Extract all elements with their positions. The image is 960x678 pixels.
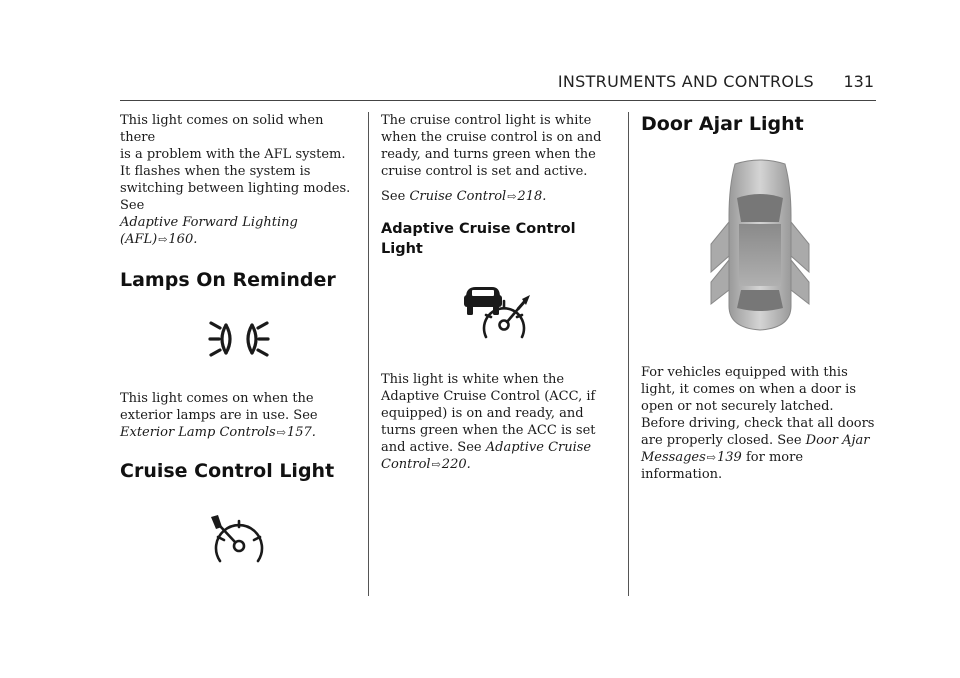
acc-page-ref[interactable]: 220. bbox=[441, 457, 471, 472]
cruise-control-link[interactable]: Cruise Control bbox=[409, 189, 507, 204]
door-ajar-icon bbox=[705, 156, 815, 336]
acc-link[interactable]: Adaptive Cruise Control bbox=[381, 440, 592, 472]
column-divider-2 bbox=[628, 112, 629, 596]
afl-paragraph: This light comes on solid when there is a problem with the AFL system. It flashes when the system is switching between lighting modes. See Adaptive Forward Lighting (AFL)⇨160. bbox=[120, 113, 351, 247]
cruise-control-icon bbox=[206, 513, 272, 569]
page-ref-arrow-icon: ⇨ bbox=[158, 233, 168, 246]
page-ref-arrow-icon: ⇨ bbox=[276, 426, 286, 439]
door-ajar-page-ref[interactable]: 139 bbox=[717, 450, 742, 465]
page-number: 131 bbox=[843, 72, 874, 91]
afl-page-ref[interactable]: 160. bbox=[168, 232, 198, 247]
cruise-control-paragraph: The cruise control light is white when the cruise control is on and ready, and turns green when the cruise control is set and active. bbox=[381, 113, 602, 179]
column-1 bbox=[120, 112, 358, 569]
lamps-on-icon bbox=[204, 316, 274, 362]
acc-heading: Adaptive Cruise Control Light bbox=[381, 221, 576, 257]
page-header bbox=[120, 70, 876, 101]
door-ajar-messages-link[interactable]: Door Ajar Messages bbox=[641, 433, 870, 465]
adaptive-cruise-icon bbox=[460, 281, 540, 341]
exterior-lamp-page-ref[interactable]: 157. bbox=[286, 425, 316, 440]
lamps-on-heading: Lamps On Reminder bbox=[120, 269, 336, 291]
door-ajar-paragraph: For vehicles equipped with this light, it comes on when a door is open or not securely latched. Before driving, check that all doors are properly closed. See Door Ajar Messages⇨139 for more information. bbox=[641, 365, 875, 482]
column-divider-1 bbox=[368, 112, 369, 596]
page-ref-arrow-icon: ⇨ bbox=[431, 458, 441, 471]
cruise-see-paragraph: See Cruise Control⇨218. bbox=[381, 189, 547, 204]
column-3 bbox=[641, 112, 879, 483]
acc-paragraph: This light is white when the Adaptive Cruise Control (ACC, if equipped) is on and ready, and turns green when the ACC is set and active. See Adaptive Cruise Control⇨220. bbox=[381, 372, 596, 472]
column-2 bbox=[381, 112, 619, 473]
exterior-lamp-link[interactable]: Exterior Lamp Controls bbox=[120, 425, 276, 440]
door-ajar-heading: Door Ajar Light bbox=[641, 113, 804, 135]
page-ref-arrow-icon: ⇨ bbox=[507, 190, 517, 203]
lamps-on-paragraph: This light comes on when the exterior lamps are in use. See Exterior Lamp Controls⇨157. bbox=[120, 391, 318, 440]
cruise-control-heading: Cruise Control Light bbox=[120, 460, 335, 482]
header-section-title: INSTRUMENTS AND CONTROLS bbox=[557, 72, 814, 91]
cruise-control-page-ref[interactable]: 218. bbox=[517, 189, 547, 204]
page-ref-arrow-icon: ⇨ bbox=[706, 451, 717, 464]
afl-link[interactable]: Adaptive Forward Lighting (AFL) bbox=[120, 215, 298, 247]
